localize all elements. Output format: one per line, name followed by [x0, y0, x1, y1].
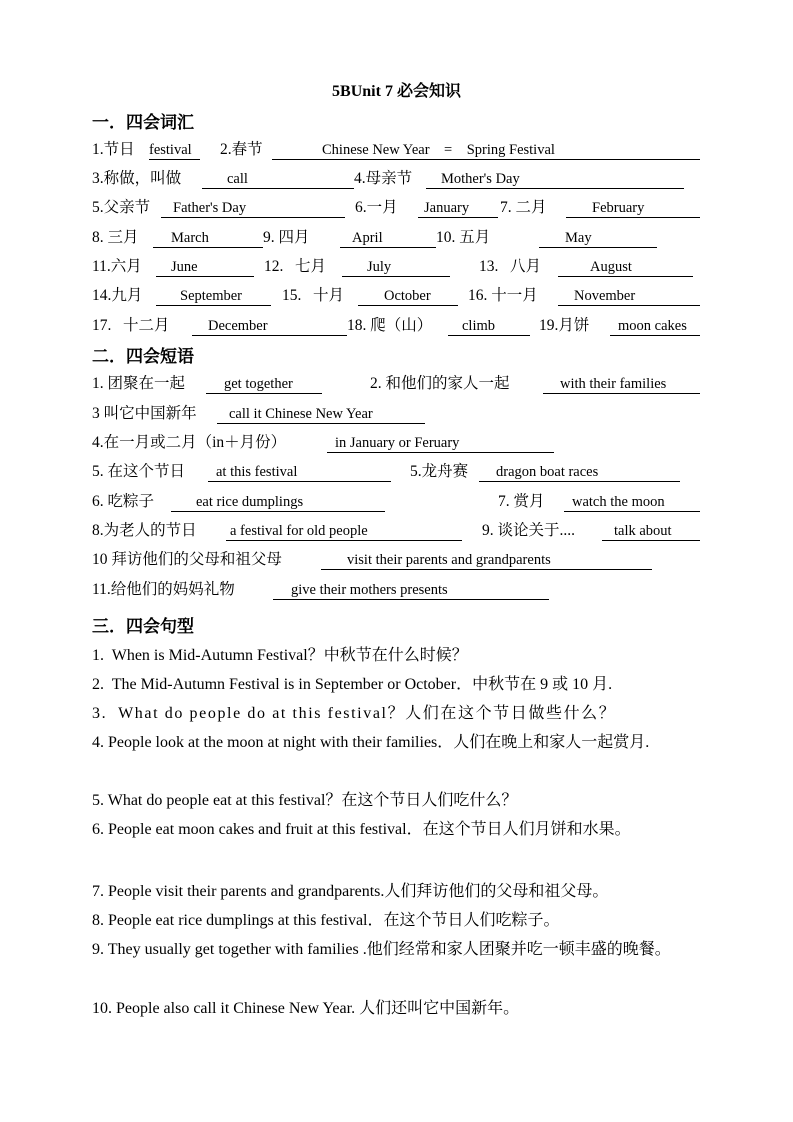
- sentence-item: 3. What do people do at this festival？人们在这个节日做些什么？: [92, 705, 617, 722]
- page-title: 5BUnit 7 必会知识: [332, 83, 461, 100]
- vocab-answer: October: [384, 288, 431, 304]
- sentence-item: 8. People eat rice dumplings at this festival．在这个节日人们吃粽子。: [92, 912, 560, 929]
- vocab-answer-blank: [192, 314, 347, 336]
- phrase-answer: visit their parents and grandparents: [347, 552, 551, 568]
- vocab-answer: festival: [149, 142, 192, 158]
- section-heading-phrases: 二．四会短语: [92, 347, 194, 366]
- vocab-answer-blank: [566, 196, 700, 218]
- phrase-label: 11.给他们的妈妈礼物: [92, 581, 239, 598]
- vocab-answer: March: [171, 230, 209, 246]
- vocab-answer: August: [590, 259, 632, 275]
- vocab-answer-blank: [558, 255, 693, 277]
- vocab-answer-blank: [610, 314, 700, 336]
- phrase-label: 5. 在这个节日: [92, 463, 186, 480]
- sentence-item: 1. When is Mid-Autumn Festival？中秋节在什么时候？: [92, 647, 468, 664]
- phrase-answer-blank: [171, 490, 385, 512]
- vocab-answer: January: [424, 200, 470, 216]
- phrase-label: 9. 谈论关于....: [482, 522, 576, 539]
- vocab-answer-blank: [156, 284, 271, 306]
- vocab-label: 6.一月: [355, 199, 398, 216]
- phrase-label: 3 叫它中国新年: [92, 405, 197, 422]
- vocab-answer: June: [171, 259, 198, 275]
- vocab-answer-blank: [358, 284, 458, 306]
- phrase-answer: with their families: [560, 376, 667, 392]
- phrase-label: 8.为老人的节日: [92, 522, 197, 539]
- vocab-answer-blank: [342, 255, 450, 277]
- vocab-answer-blank: [426, 167, 684, 189]
- phrase-label: 10 拜访他们的父母和祖父母: [92, 551, 282, 568]
- phrase-label: 4.在一月或二月（in＋月份）: [92, 434, 287, 451]
- phrase-answer: a festival for old people: [230, 523, 368, 539]
- vocab-label: 3.称做，叫做: [92, 170, 182, 187]
- vocab-label: 2.春节: [220, 141, 263, 158]
- sentence-item: 4. People look at the moon at night with their families．人们在晚上和家人一起赏月.: [92, 734, 650, 751]
- vocab-answer: Mother's Day: [441, 171, 520, 187]
- phrase-answer-blank: [321, 548, 652, 570]
- phrase-answer: talk about: [614, 523, 672, 539]
- phrase-answer-blank: [479, 460, 680, 482]
- phrase-answer: watch the moon: [572, 494, 665, 510]
- phrase-answer-blank: [602, 519, 700, 541]
- vocab-label: 13. 八月: [479, 258, 542, 275]
- section-heading-sentences: 三．四会句型: [92, 617, 194, 636]
- vocab-answer-blank: [156, 255, 254, 277]
- phrase-label: 2. 和他们的家人一起: [370, 375, 510, 392]
- vocab-answer-blank: [153, 226, 263, 248]
- vocab-label: 7. 二月: [500, 199, 547, 216]
- vocab-label: 11.六月: [92, 258, 142, 275]
- phrase-answer-blank: [543, 372, 700, 394]
- phrase-answer-blank: [327, 431, 554, 453]
- vocab-answer: Chinese New Year = Spring Festival: [322, 142, 555, 158]
- vocab-label: 9. 四月: [263, 229, 310, 246]
- vocab-answer: December: [208, 318, 268, 334]
- vocab-answer-blank: [539, 226, 657, 248]
- vocab-label: 5.父亲节: [92, 199, 151, 216]
- vocab-label: 10. 五月: [436, 229, 491, 246]
- phrase-label: 7. 赏月: [498, 493, 545, 510]
- vocab-label: 1.节日: [92, 141, 135, 158]
- vocab-answer-blank: [558, 284, 700, 306]
- vocab-answer-blank: [149, 138, 200, 160]
- vocab-answer: July: [367, 259, 392, 275]
- phrase-answer-blank: [564, 490, 700, 512]
- vocab-answer: November: [574, 288, 636, 304]
- vocab-label: 8. 三月: [92, 229, 139, 246]
- phrase-answer-blank: [226, 519, 462, 541]
- phrase-answer: get together: [224, 376, 293, 392]
- sentence-item: 9. They usually get together with families .他们经常和家人团聚并吃一顿丰盛的晚餐。: [92, 941, 671, 958]
- sentence-item: 2. The Mid-Autumn Festival is in September or October．中秋节在 9 或 10 月.: [92, 676, 613, 693]
- vocab-label: 16. 十一月: [468, 287, 538, 304]
- vocab-answer: Father's Day: [173, 200, 247, 216]
- phrase-label: 6. 吃粽子: [92, 493, 155, 510]
- sentence-item: 6. People eat moon cakes and fruit at this festival．在这个节日人们月饼和水果。: [92, 821, 631, 838]
- section-heading-vocab: 一．四会词汇: [92, 113, 194, 132]
- phrase-answer: give their mothers presents: [291, 582, 448, 598]
- phrase-answer: at this festival: [216, 464, 298, 480]
- phrase-answer: dragon boat races: [496, 464, 599, 480]
- phrase-answer-blank: [217, 402, 425, 424]
- vocab-answer: call: [227, 171, 248, 187]
- vocab-label: 18. 爬（山）: [347, 317, 433, 334]
- vocab-answer: climb: [462, 318, 496, 334]
- vocab-answer-blank: [418, 196, 498, 218]
- vocab-answer-blank: [202, 167, 354, 189]
- vocab-answer-blank: [161, 196, 345, 218]
- vocab-label: 19.月饼: [539, 317, 590, 334]
- vocab-answer: September: [180, 288, 243, 304]
- vocab-answer: May: [565, 230, 592, 246]
- phrase-answer: call it Chinese New Year: [229, 406, 373, 422]
- vocab-answer-blank: [340, 226, 436, 248]
- vocab-answer-blank: [448, 314, 530, 336]
- vocab-answer: moon cakes: [618, 318, 687, 334]
- phrase-answer-blank: [208, 460, 391, 482]
- phrase-label: 5.龙舟赛: [410, 463, 469, 480]
- vocab-label: 17. 十二月: [92, 317, 170, 334]
- phrase-answer: in January or Feruary: [335, 435, 460, 451]
- phrase-answer-blank: [273, 578, 549, 600]
- vocab-label: 14.九月: [92, 287, 143, 304]
- vocab-label: 12. 七月: [264, 258, 327, 275]
- vocab-answer: February: [592, 200, 645, 216]
- vocab-label: 15. 十月: [282, 287, 345, 304]
- vocab-answer: April: [352, 230, 383, 246]
- phrase-answer: eat rice dumplings: [196, 494, 304, 510]
- phrase-answer-blank: [206, 372, 322, 394]
- sentence-item: 5. What do people eat at this festival？在这个节日人们吃什么？: [92, 792, 518, 809]
- vocab-answer-blank: [272, 138, 700, 160]
- sentence-item: 10. People also call it Chinese New Year. 人们还叫它中国新年。: [92, 1000, 520, 1017]
- sentence-item: 7. People visit their parents and grandparents.人们拜访他们的父母和祖父母。: [92, 883, 609, 900]
- phrase-label: 1. 团聚在一起: [92, 375, 186, 392]
- vocab-label: 4.母亲节: [354, 170, 413, 187]
